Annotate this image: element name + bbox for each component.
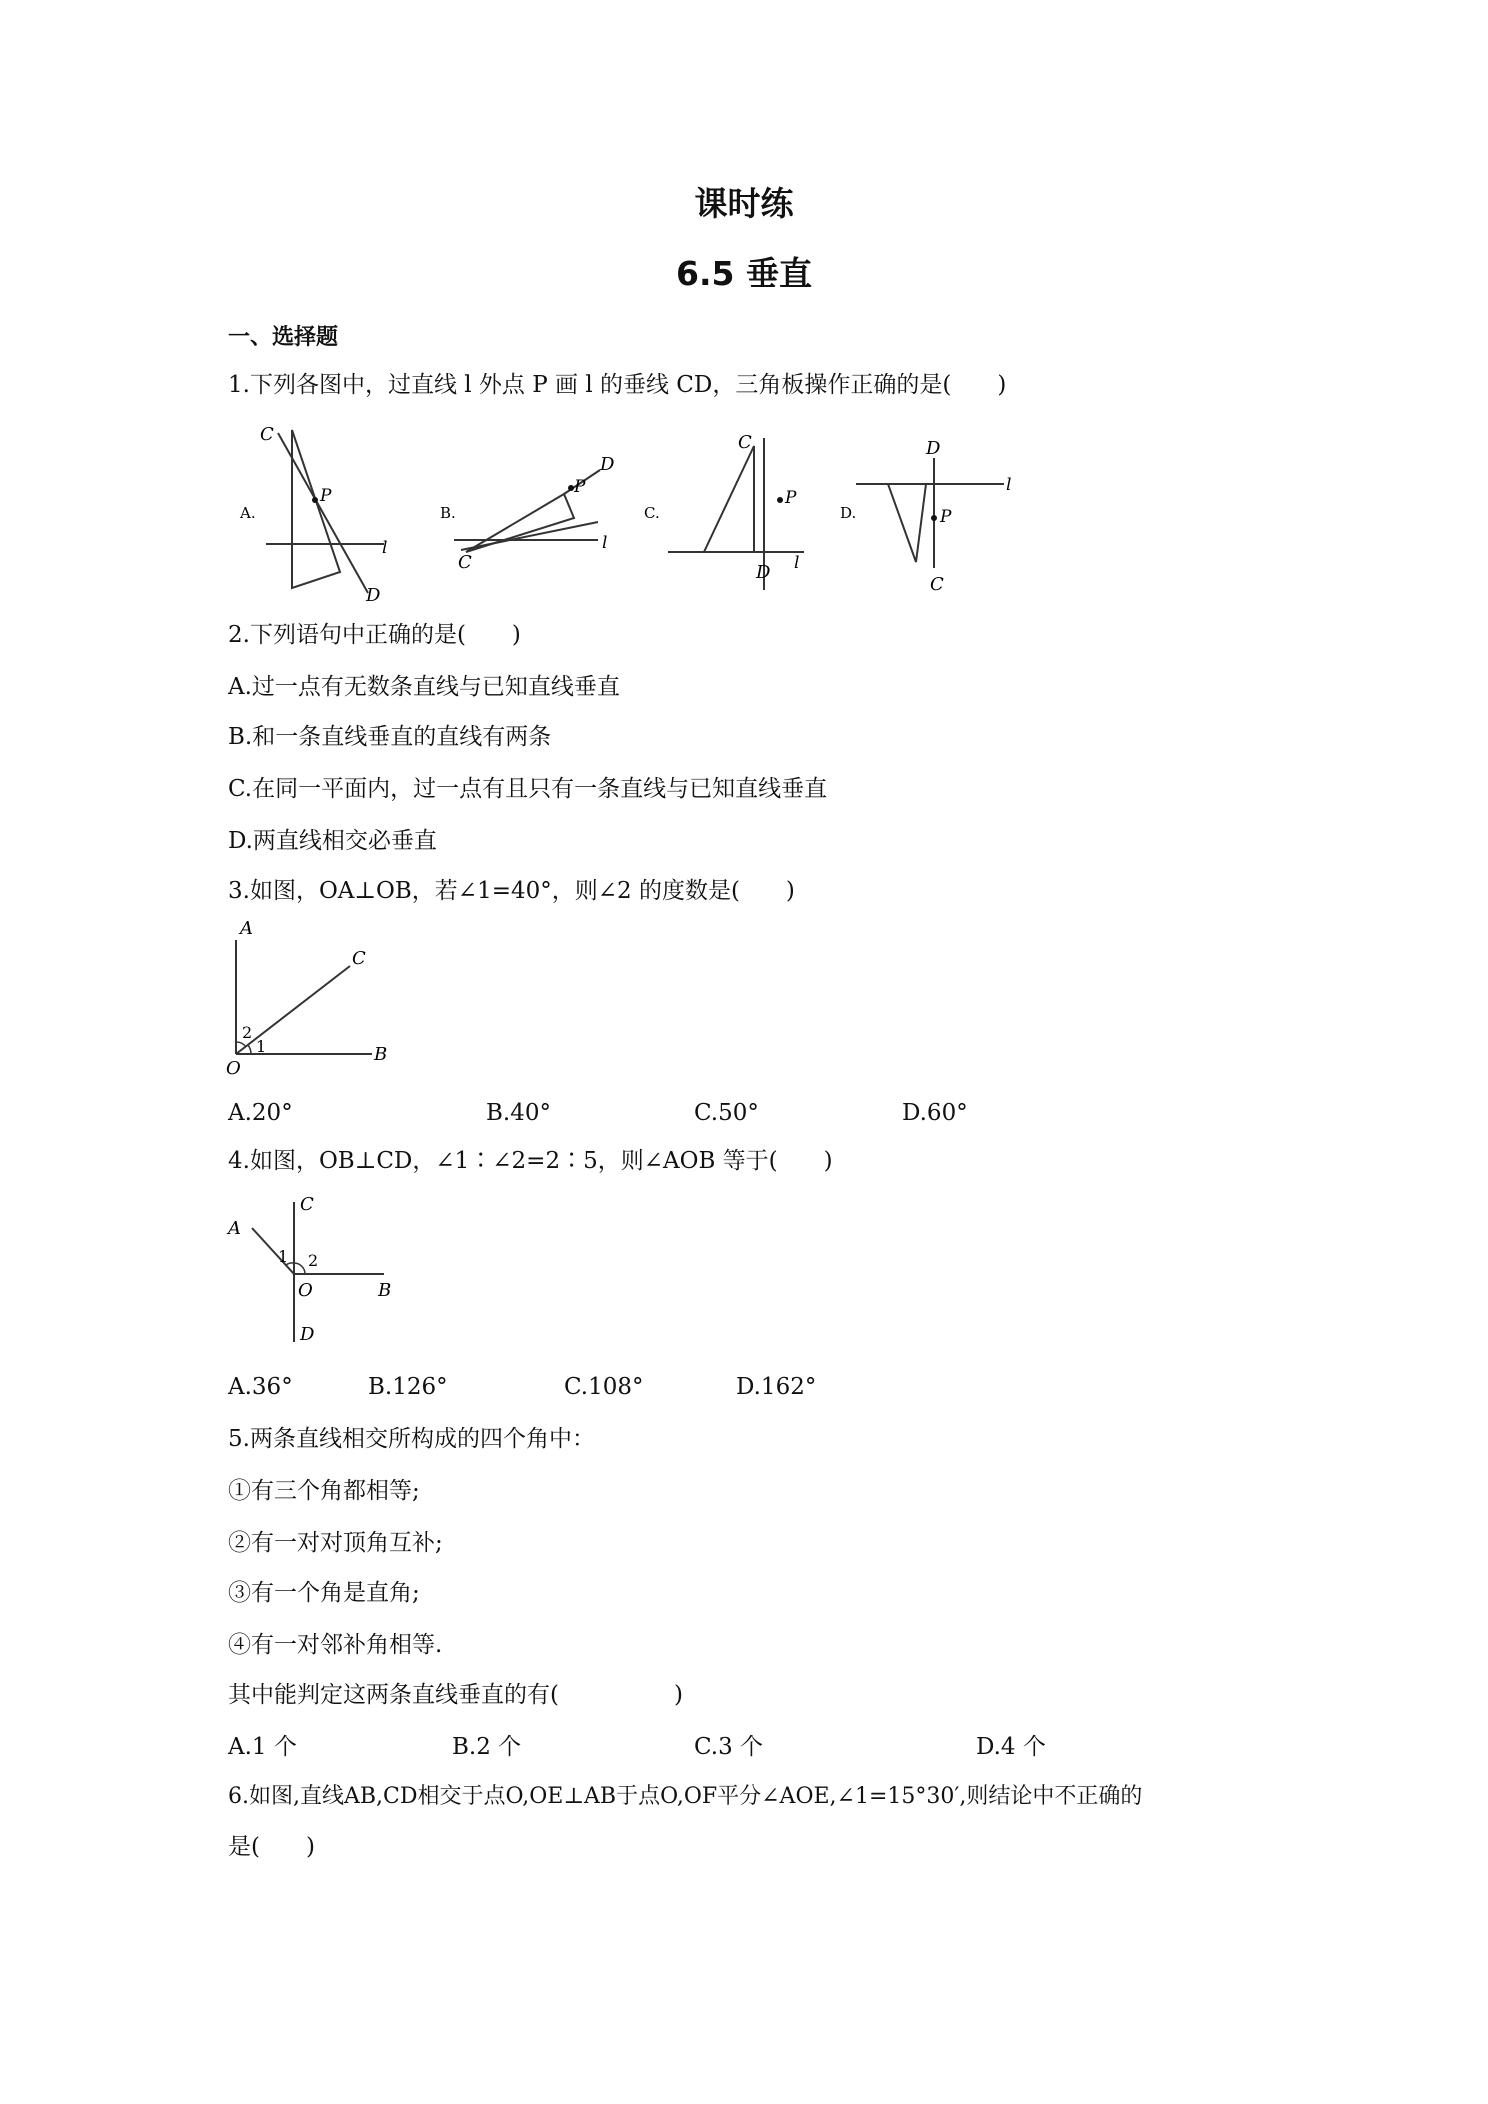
q1-b-line-l: l	[602, 533, 608, 553]
q6-stem-line-2: 是( )	[228, 1834, 315, 1860]
q1-figure-a	[239, 424, 387, 606]
q5-option-a: A.1 个	[228, 1734, 297, 1760]
q4-option-a: A.36°	[228, 1374, 293, 1400]
q1-stem: 1.下列各图中，过直线 l 外点 P 画 l 的垂线 CD，三角板操作正确的是( )	[228, 372, 1007, 398]
q1-figure-b	[440, 454, 615, 573]
q3-option-b: B.40°	[486, 1100, 551, 1126]
q1-a-point-p: P	[320, 486, 332, 506]
q3-angle-2: 2	[242, 1023, 253, 1042]
q4-angle-1: 1	[278, 1247, 289, 1266]
q4-figure	[224, 1192, 404, 1352]
q5-question: 其中能判定这两条直线垂直的有( )	[228, 1682, 683, 1708]
q1-c-line-l: l	[794, 553, 800, 573]
q1-a-point-c: C	[260, 424, 274, 445]
q1-c-point-p: P	[785, 488, 797, 508]
q1-figure-c	[644, 432, 804, 590]
q1-figure-d	[840, 438, 1011, 595]
q3-option-d: D.60°	[902, 1100, 968, 1126]
q2-option-d: D.两直线相交必垂直	[228, 828, 437, 854]
q2-option-a: A.过一点有无数条直线与已知直线垂直	[228, 674, 620, 700]
q1-a-point-d: D	[366, 585, 381, 606]
q3-figure	[224, 920, 404, 1080]
q3-stem: 3.如图，OA⊥OB，若∠1=40°，则∠2 的度数是( )	[228, 878, 795, 904]
q5-option-b: B.2 个	[452, 1734, 522, 1760]
q4-angle-2: 2	[308, 1251, 319, 1270]
q1-d-point-c: C	[930, 574, 944, 595]
q5-option-c: C.3 个	[694, 1734, 764, 1760]
q1-figure-a-label: A.	[240, 504, 256, 522]
q4-stem: 4.如图，OB⊥CD，∠1∶∠2=2∶5，则∠AOB 等于( )	[228, 1148, 833, 1174]
q3-option-a: A.20°	[228, 1100, 293, 1126]
q4-option-b: B.126°	[368, 1374, 448, 1400]
q5-item-1: ①有三个角都相等;	[228, 1478, 420, 1504]
q3-angle-1: 1	[256, 1037, 267, 1056]
q1-c-point-d: D	[756, 562, 771, 583]
q4-point-c: C	[300, 1194, 314, 1215]
q1-c-point-c: C	[738, 432, 752, 453]
q1-a-line-l: l	[382, 538, 388, 558]
q1-b-point-c: C	[458, 552, 472, 573]
q2-stem: 2.下列语句中正确的是( )	[228, 622, 521, 648]
lesson-subtitle: 6.5 垂直	[676, 254, 812, 293]
q3-point-a: A	[240, 920, 253, 939]
q3-point-c: C	[352, 948, 366, 969]
q2-option-c: C.在同一平面内，过一点有且只有一条直线与已知直线垂直	[228, 776, 828, 802]
q6-stem-line-1: 6.如图,直线AB,CD相交于点O,OE⊥AB于点O,OF平分∠AOE,∠1=15°30′,则结论中不正确的	[228, 1784, 1143, 1809]
q4-point-d: D	[300, 1324, 315, 1345]
q5-item-4: ④有一对邻补角相等.	[228, 1632, 443, 1658]
q5-item-2: ②有一对对顶角互补;	[228, 1530, 443, 1556]
q1-b-point-p: P	[574, 477, 586, 497]
q4-point-b: B	[378, 1280, 392, 1301]
q3-option-c: C.50°	[694, 1100, 759, 1126]
section-heading: 一、选择题	[228, 325, 339, 350]
q1-figures	[228, 418, 1038, 608]
q1-b-point-d: D	[600, 454, 615, 475]
q2-option-b: B.和一条直线垂直的直线有两条	[228, 724, 552, 750]
q1-d-line-l: l	[1006, 475, 1012, 495]
q3-point-o: O	[226, 1058, 241, 1079]
q1-d-point-d: D	[926, 438, 941, 459]
q1-figure-c-label: C.	[644, 504, 660, 522]
q1-d-point-p: P	[940, 507, 952, 527]
q3-point-b: B	[374, 1044, 388, 1065]
q4-option-c: C.108°	[564, 1374, 644, 1400]
q1-figure-d-label: D.	[840, 504, 857, 522]
q1-figure-b-label: B.	[440, 504, 456, 522]
q4-point-a: A	[228, 1218, 241, 1239]
page-title: 课时练	[694, 184, 794, 223]
q4-point-o: O	[298, 1280, 313, 1301]
q5-option-d: D.4 个	[976, 1734, 1046, 1760]
q4-option-d: D.162°	[736, 1374, 817, 1400]
q5-item-3: ③有一个角是直角;	[228, 1580, 420, 1606]
q5-stem: 5.两条直线相交所构成的四个角中：	[228, 1426, 595, 1452]
